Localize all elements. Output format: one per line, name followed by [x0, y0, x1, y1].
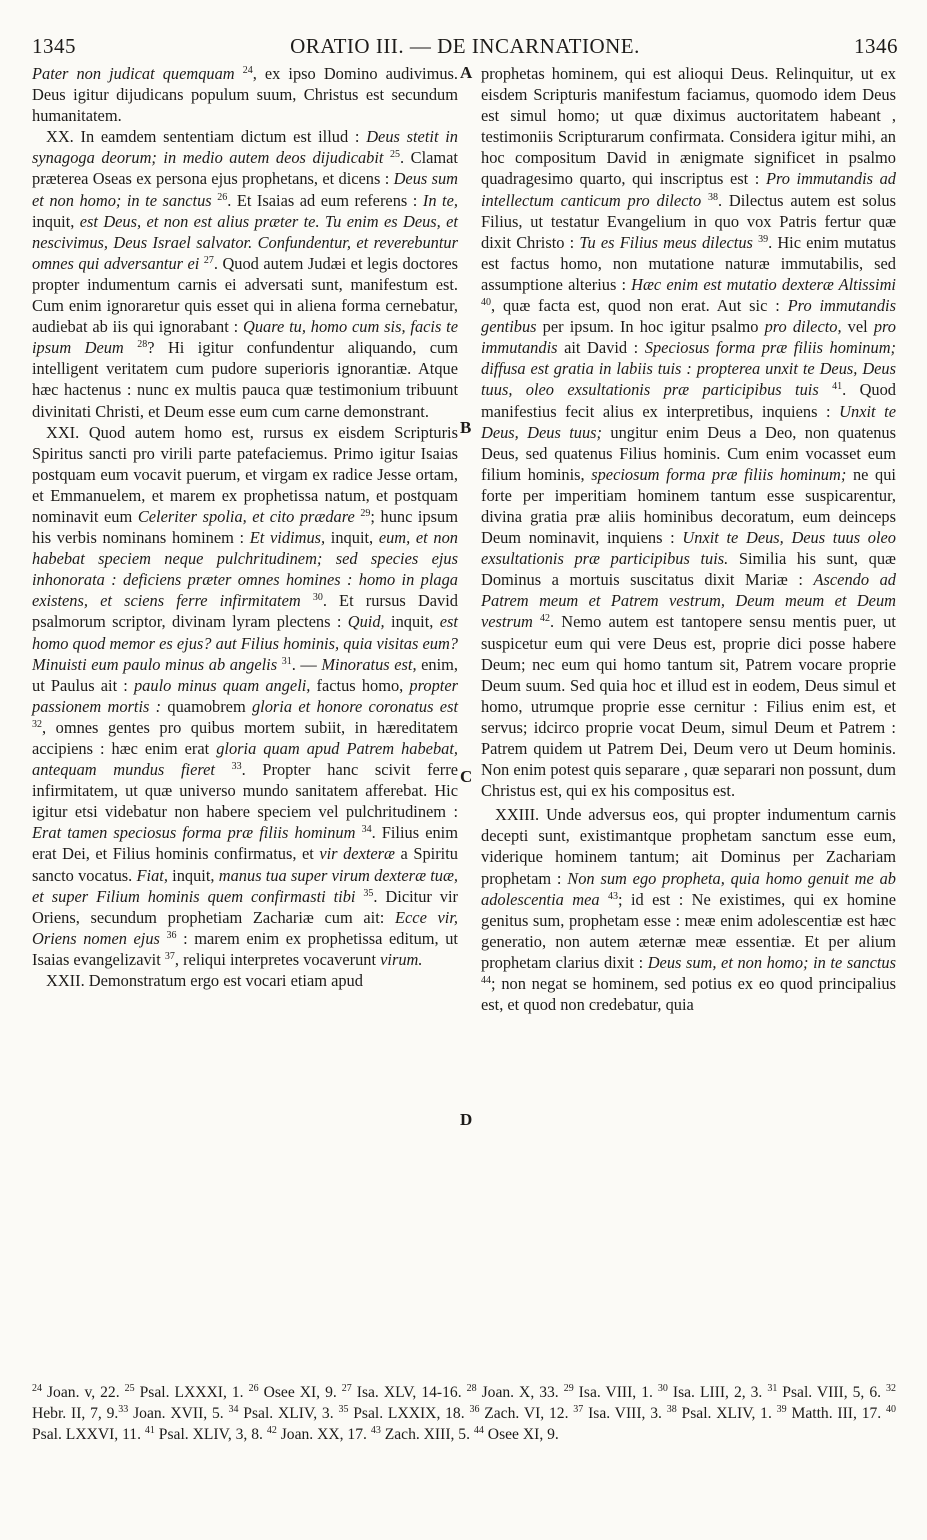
text-run — [533, 612, 540, 631]
text-run — [701, 191, 708, 210]
italic-run: Speciosus forma præ filiis hominum; diffusa est gratia in labiis tuis : propterea unxit te Deus, Deus tuus, oleo exsultationis præ participibus tuis — [481, 338, 896, 400]
text-run: . Propter hanc scivit ferre infirmitatem, ut quæ universo mundo sanitatem afferebat. Hic igitur etsi videbatur non habere speciem vel pulchritudinem : — [32, 760, 458, 822]
margin-letter: A — [460, 63, 473, 82]
text-run: quamobrem — [161, 696, 252, 716]
footnote-ref: 44 — [473, 1425, 484, 1436]
footnote-ref: 36 — [166, 929, 177, 941]
text-run — [124, 338, 137, 357]
italic-run: paulo minus quam angeli, — [133, 675, 311, 695]
text-run — [235, 64, 243, 83]
italic-run: pro dilecto, — [764, 317, 842, 337]
italic-run: Celeriter spolia, et cito prædare — [137, 506, 355, 526]
text-run: , quæ facta est, quod non erat. Aut sic : — [491, 296, 788, 316]
footnote-ref: 24 — [242, 65, 253, 76]
italic-run: propter passionem mortis : — [32, 675, 458, 716]
italic-run: Ascendo ad Patrem meum et Patrem vestrum, Deum meum et Deum vestrum — [481, 570, 896, 632]
footnote-ref: 39 — [758, 233, 769, 245]
footnote-ref: 27 — [203, 254, 214, 266]
footnote-ref: 36 — [469, 1404, 480, 1415]
text-run: Joan. v, 22. — [42, 1384, 125, 1401]
text-run: . Nemo autem est tantopere sensu mentis puer, ut suspicetur eum qui vere Deus est, proprie dici posse habere Deum; nec eum qui homo tantum sit, Patrem vocare proprie Deum suum. Sed quia hoc et illud est in eodem, Deus simul et homo, utrumque proprie esse cernitur : Filius enim est, et servus; idcirco proprie vocat Deum, simul Deum et Patrem : Patrem quidem ut Patrem Dei, Deum vero ut Deum hominis. Non enim potest quis separare , quæ separari non possunt, dum Christus est, qui ex his compositus est. — [481, 612, 896, 801]
footnote-ref: 29 — [360, 507, 371, 519]
text-run: . Dicitur vir Oriens, secundum prophetiam Zachariæ cum ait: — [32, 886, 458, 927]
italic-run: Deus stetit in synagoga deorum; in medio autem deos dijudicabit — [32, 127, 458, 168]
text-run: ; non negat se hominem, sed potius ex eo quod principalius est, et quod non credebatur, quia — [481, 974, 896, 1015]
text-run: vel — [841, 317, 874, 337]
right-column — [481, 63, 896, 1015]
footnote-ref: 32 — [32, 718, 42, 730]
footnote-ref: 40 — [481, 297, 491, 309]
text-run: Psal. VIII, 5, 6. — [777, 1384, 886, 1401]
text-run — [600, 890, 608, 909]
text-run: Psal. XLIV, 1. — [676, 1405, 777, 1422]
italic-run: virum. — [380, 949, 423, 969]
text-run: ne qui forte per imperitiam hominem tantum esse suspicarentur, divina gratia præ aliis hominibus decoratum, eum deinceps Deum nominavit, inquiens : — [481, 464, 896, 548]
italic-run: Quid, — [347, 612, 385, 632]
text-run: Psal. XLIV, 3, 8. — [154, 1426, 267, 1443]
paragraph — [481, 63, 896, 801]
running-header — [32, 34, 898, 64]
italic-run: gloria quam apud Patrem habebat, antequam mundus fieret — [32, 739, 458, 780]
text-run: . Et rursus David psalmorum scriptor, divinam lyram plectens : — [32, 591, 458, 632]
text-run: Isa. VIII, 1. — [573, 1384, 658, 1401]
footnote-ref: 44 — [481, 975, 491, 987]
footnote-list — [32, 1382, 896, 1445]
footnote-ref: 27 — [341, 1383, 352, 1394]
footnote-ref: 37 — [573, 1404, 584, 1415]
text-run: . Hic enim mutatus est factus homo, non mutatione naturæ immutabilis, sed assumptione alterius : — [481, 232, 896, 294]
footnote-ref: 28 — [466, 1383, 477, 1394]
footnote-ref: 31 — [281, 655, 292, 667]
italic-run: Non sum ego propheta, quia homo genuit me ab adolescentia mea — [481, 868, 896, 909]
running-title: ORATIO III. — DE INCARNATIONE. — [290, 34, 640, 58]
text-run — [160, 929, 167, 948]
italic-run: gloria et honore coronatus est — [251, 696, 458, 716]
text-run: XX. In eamdem sententiam dictum est illud : — [46, 127, 367, 147]
footnote-ref: 41 — [144, 1425, 155, 1436]
footnotes — [32, 1382, 896, 1445]
text-run: Osee XI, 9. — [483, 1426, 559, 1443]
text-run: ? Hi igitur confundentur aliquando, cum intelligent veritatem cum pudore superioris ignorantiæ. Atque hæc hactenus : nunc ex multis pauca quæ testimonium tribuunt divinitati Christi, et Deum esse eum cum carne demonstrant. — [32, 338, 458, 421]
text-run: XXII. Demonstratum ergo est vocari etiam apud — [46, 971, 363, 991]
italic-run: Pro immutandis ad intellectum canticum pro dilecto — [481, 169, 896, 210]
paragraph — [481, 804, 896, 1015]
italic-run: Pater non judicat quemquam — [32, 64, 235, 83]
footnote-ref: 24 — [32, 1383, 42, 1394]
italic-run: Unxit te Deus, Deus tuus; — [481, 401, 896, 442]
footnote-ref: 32 — [886, 1383, 896, 1394]
text-run: Isa. LIII, 2, 3. — [667, 1384, 768, 1401]
text-run: . Quod manifestius fecit alius ex interpretibus, inquiens : — [481, 380, 896, 421]
footnote-ref: 39 — [776, 1404, 787, 1415]
text-run: , ex ipso Domino audivimus. Deus igitur dijudicans populum suum, Christus est secundum humanitatem. — [32, 64, 458, 126]
page-number-right: 1346 — [854, 34, 898, 58]
footnote-ref: 37 — [164, 950, 175, 962]
footnote-ref: 30 — [657, 1383, 668, 1394]
text-run: Psal. XLIV, 3. — [238, 1405, 339, 1422]
text-run: inquit, — [325, 528, 379, 548]
text-run: Psal. LXXXI, 1. — [134, 1384, 249, 1401]
text-run: , omnes gentes pro quibus mortem subiit, in hæreditatem accipiens : hæc enim erat — [32, 717, 458, 758]
footnote-ref: 40 — [886, 1404, 896, 1415]
text-run: Zach. XIII, 5. — [380, 1426, 474, 1443]
footnote-ref: 34 — [361, 824, 372, 836]
italic-run: Pro immutandis gentibus — [481, 296, 896, 337]
text-run: per ipsum. In hoc igitur psalmo — [536, 317, 765, 337]
text-run: enim, ut Paulus ait : — [32, 654, 459, 695]
italic-run: pro immutandis — [481, 317, 896, 358]
text-run: . Et Isaias ad eum referens : — [227, 190, 423, 210]
text-run: XXI. Quod autem homo est, rursus ex eisdem Scripturis Spiritus sancti pro virili parte patefaciemus. Primo igitur Isaias postquam eum vocavit puerum, et virgam ex radice Jesse ortam, et Emmanuelem, et marem ex prophetissa natum, et postquam nominavit eum — [32, 422, 458, 526]
paragraph — [32, 422, 458, 970]
footnote-ref: 33 — [231, 761, 242, 773]
footnote-ref: 26 — [248, 1383, 259, 1394]
footnote-ref: 38 — [707, 191, 718, 203]
text-run: . Clamat præterea Oseas ex persona ejus prophetans, et dicens : — [32, 148, 458, 189]
margin-letter: D — [460, 1110, 473, 1129]
footnote-ref: 43 — [607, 890, 618, 902]
footnote-ref: 31 — [767, 1383, 778, 1394]
italic-run: est homo quod memor es ejus? aut Filius hominis, quia visitas eum? Minuisti eum paulo minus ab angelis — [32, 612, 458, 674]
footnote-ref: 41 — [832, 381, 843, 393]
text-run — [819, 380, 832, 399]
italic-run: Fiat, — [136, 865, 168, 885]
text-run: inquit, — [167, 865, 219, 885]
italic-run: Et vidimus, — [249, 528, 326, 548]
text-run: Joan. XX, 17. — [276, 1426, 371, 1443]
text-run: prophetas hominem, qui est alioqui Deus. Relinquitur, ut ex eisdem Scripturis manifestum faciamus, quomodo idem Deus est simul homo; ut quæ diximus auctoritatem habeant , testimoniis Scripturarum confirmata. Considera igitur mihi, an hoc compositum David in ænigmate significet in psalmo quadragesimo quarto, qui inscriptus est : — [481, 64, 896, 189]
italic-run: Unxit te Deus, Deus tuus oleo exsultationis præ participibus tuis. — [481, 528, 897, 569]
footnote-ref: 34 — [228, 1404, 239, 1415]
footnote-ref: 28 — [137, 339, 148, 351]
footnote-ref: 35 — [338, 1404, 349, 1415]
footnote-ref: 42 — [540, 613, 551, 625]
text-run: Isa. XLV, 14-16. — [351, 1384, 467, 1401]
italic-run: est Deus, et non est alius præter te. Tu enim es Deus, et nescivimus, Deus Israel salvator. Confundentur, et reverebuntur omnes qui adversantur ei — [32, 211, 458, 273]
text-run: Psal. LXXIX, 18. — [348, 1405, 470, 1422]
text-run — [301, 591, 313, 610]
footnote-ref: 25 — [390, 149, 401, 161]
italic-run: Minoratus est, — [321, 654, 417, 674]
text-run: ungitur enim Deus a Deo, non quatenus Deus, sed quatenus Filius hominis. Cum enim vocasset eum filium hominis, — [481, 422, 896, 484]
footnote-ref: 42 — [266, 1425, 277, 1436]
italic-run: Deus sum, et non homo; in te sanctus — [647, 952, 896, 972]
text-run: Hebr. II, 7, 9. — [32, 1405, 119, 1422]
footnote-ref: 35 — [363, 887, 374, 899]
paragraph — [32, 126, 458, 421]
footnote-ref: 26 — [217, 191, 228, 203]
italic-run: manus tua super virum dexteræ tuæ, et super Filium hominis quem confirmasti tibi — [32, 865, 459, 906]
footnote-ref: 38 — [666, 1404, 677, 1415]
text-run: inquit, — [32, 211, 80, 231]
text-run: . Quod autem Judæi et legis doctores propter indumentum carnis ei adversati sunt, manifestum est. Cum enim ignoraretur quis esset qui in aliena forma cernebatur, audiebat ab iis qui ignorabant : — [32, 253, 458, 337]
page-number-left: 1345 — [32, 34, 76, 58]
text-run: . — — [291, 654, 322, 674]
text-run: Similia his sunt, quæ Dominus a mortuis suscitatus dixit Mariæ : — [481, 549, 896, 590]
text-run: ait David : — [557, 338, 645, 358]
text-run: ; id est : Ne existimes, qui ex homine genitus sum, prophetam esse : meæ enim adolescentiæ est hæc generatio, non autem æternæ meæ essentiæ. Et per alium prophetam clarius dixit : — [481, 889, 897, 972]
footnote-ref: 25 — [124, 1383, 135, 1394]
italic-run: Tu es Filius meus dilectus — [579, 232, 753, 252]
left-column — [32, 63, 458, 991]
text-run: Joan. X, 33. — [476, 1384, 564, 1401]
text-run: Zach. VI, 12. — [479, 1405, 574, 1422]
text-run: Matth. III, 17. — [786, 1405, 886, 1422]
italic-run: Ecce vir, Oriens nomen ejus — [32, 907, 459, 948]
italic-run: vir dexteræ — [319, 844, 395, 864]
italic-run: speciosum forma præ filiis hominum; — [591, 464, 847, 484]
italic-run: eum, et non habebat speciem neque pulchritudinem; sed species ejus inhonorata : deficiens præter omnes homines : homo in plaga existens, et sciens ferre infirmitatem — [32, 528, 459, 611]
italic-run: Quare tu, homo cum sis, facis te ipsum Deum — [32, 317, 458, 358]
italic-run: In te, — [422, 190, 458, 210]
text-run: Joan. XVII, 5. — [128, 1405, 229, 1422]
italic-run: Erat tamen speciosus forma præ filiis hominum — [32, 823, 356, 843]
footnote-ref: 33 — [118, 1404, 129, 1415]
text-run: inquit, — [384, 612, 440, 632]
text-run: XXIII. Unde adversus eos, qui propter indumentum carnis decepti sunt, existimantque prophetam sanctum esse eum, viderique hominem tantum; ait Dominus per Zachariam prophetam : — [481, 805, 896, 888]
text-run: Psal. LXXVI, 11. — [32, 1426, 145, 1443]
text-run: . Dilectus autem est solus Filius, ut testatur Evangelium in quo vox Patris fertur quæ dixit Christo : — [481, 190, 896, 252]
text-run: ; hunc ipsum his verbis nominans hominem : — [32, 506, 458, 548]
margin-letter: B — [460, 418, 472, 437]
italic-run: Hæc enim est mutatio dexteræ Altissimi — [631, 274, 896, 294]
footnote-ref: 43 — [370, 1425, 381, 1436]
paragraph — [32, 970, 458, 991]
text-run: a Spiritu sancto vocatus. — [32, 844, 458, 885]
paragraph — [32, 63, 458, 126]
text-run: : marem enim ex prophetissa editum, ut Isaias evangelizavit — [32, 928, 458, 969]
text-run: Osee XI, 9. — [258, 1384, 342, 1401]
text-run: Isa. VIII, 3. — [583, 1405, 667, 1422]
text-run: factus homo, — [310, 675, 410, 695]
italic-run: Deus sum et non homo; in te sanctus — [32, 169, 458, 210]
margin-letter: C — [460, 767, 473, 786]
text-run: , reliqui interpretes vocaverunt — [174, 949, 381, 969]
footnote-ref: 30 — [312, 592, 323, 604]
text-run: . Filius enim erat Dei, et Filius hominis confirmatus, et — [32, 823, 458, 864]
text-run — [215, 760, 232, 779]
footnote-ref: 29 — [563, 1383, 574, 1394]
